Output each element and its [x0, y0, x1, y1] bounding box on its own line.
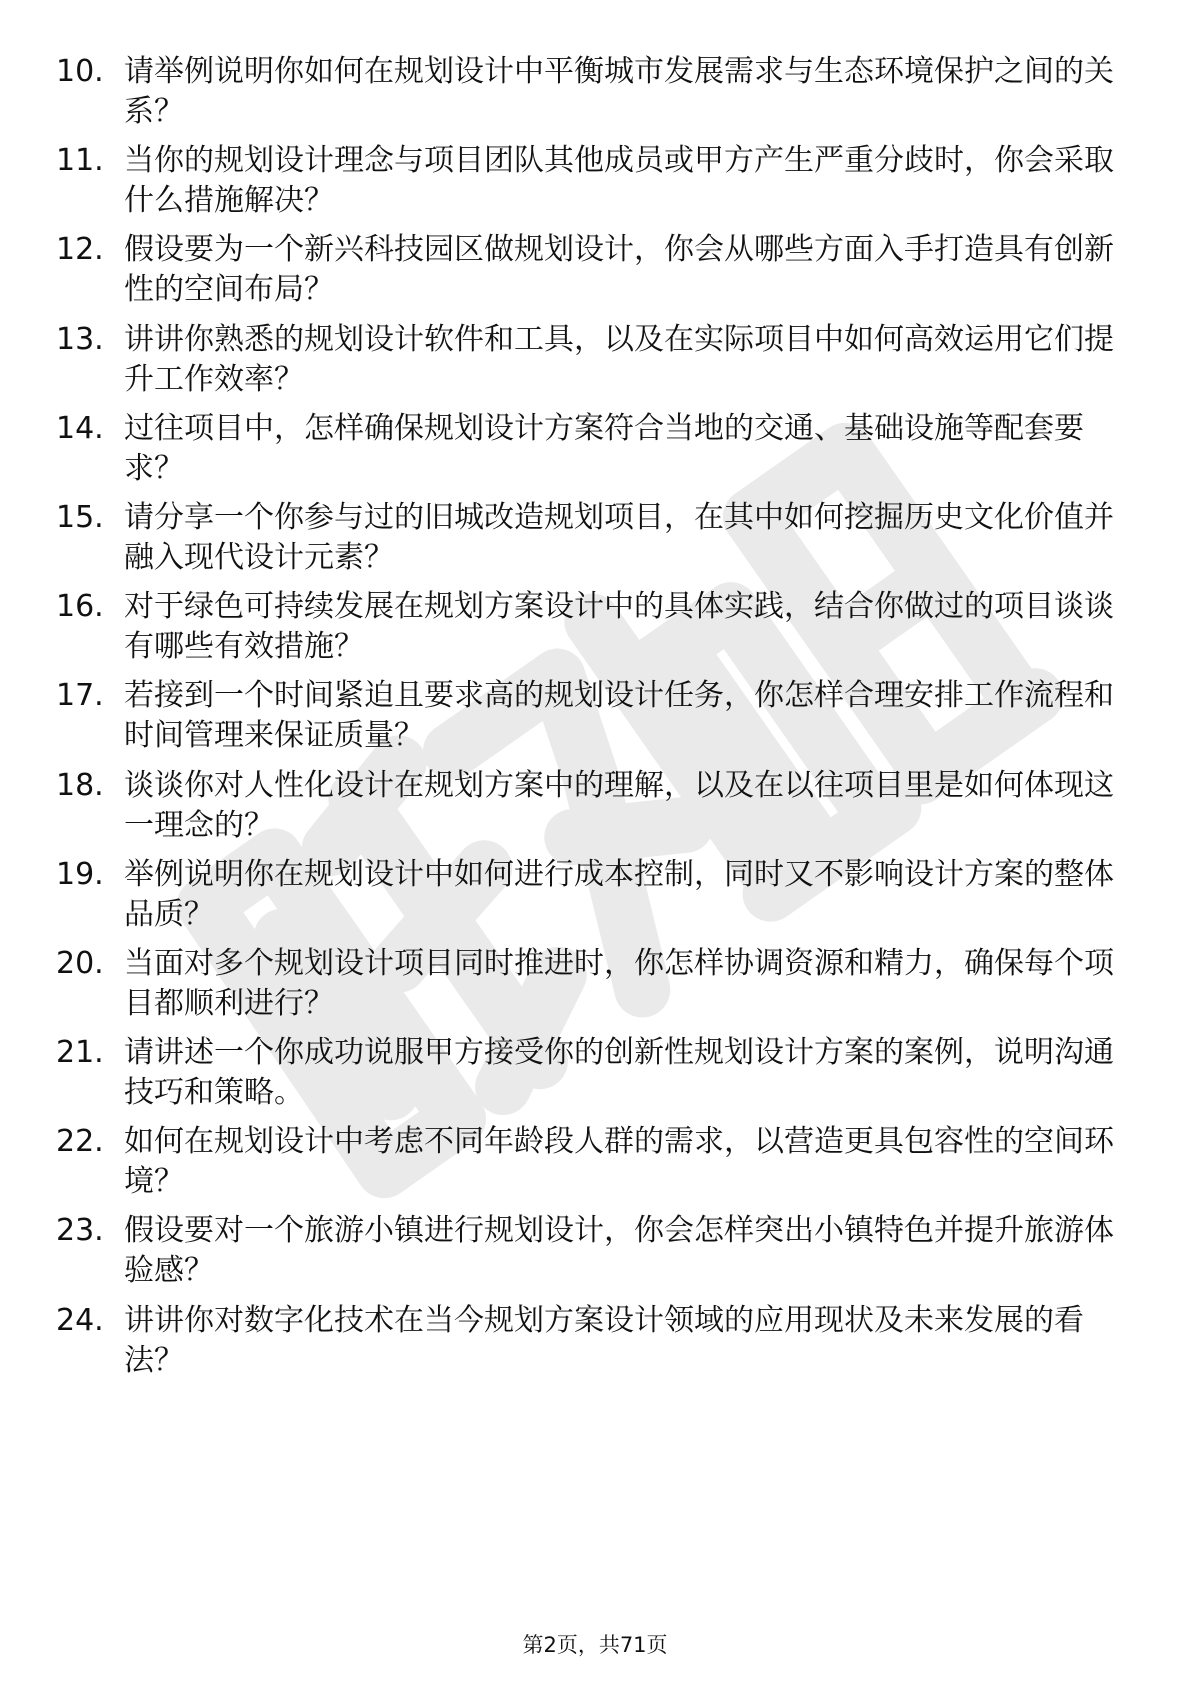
question-item-24	[56, 1301, 1116, 1381]
question-text: 讲讲你熟悉的规划设计软件和工具，以及在实际项目中如何高效运用它们提升工作效率？	[124, 321, 1114, 397]
question-item-13	[56, 320, 1116, 400]
question-number: 16.	[56, 589, 104, 625]
question-item-14	[56, 409, 1116, 489]
question-number: 12.	[56, 232, 104, 268]
question-text: 举例说明你在规划设计中如何进行成本控制，同时又不影响设计方案的整体品质？	[124, 856, 1114, 932]
question-item-12	[56, 230, 1116, 310]
question-text: 若接到一个时间紧迫且要求高的规划设计任务，你怎样合理安排工作流程和时间管理来保证质量？	[124, 678, 1114, 754]
question-text: 讲讲你对数字化技术在当今规划方案设计领域的应用现状及未来发展的看法？	[124, 1302, 1084, 1378]
question-number: 24.	[56, 1302, 104, 1338]
question-number: 15.	[56, 499, 104, 535]
question-list	[56, 52, 1116, 1390]
question-text: 当你的规划设计理念与项目团队其他成员或甲方产生严重分歧时，你会采取什么措施解决？	[124, 143, 1114, 219]
question-number: 22.	[56, 1124, 104, 1160]
question-number: 19.	[56, 856, 104, 892]
question-text: 假设要为一个新兴科技园区做规划设计，你会从哪些方面入手打造具有创新性的空间布局？	[124, 232, 1114, 308]
question-item-20	[56, 944, 1116, 1024]
question-item-16	[56, 587, 1116, 667]
question-text: 假设要对一个旅游小镇进行规划设计，你会怎样突出小镇特色并提升旅游体验感？	[124, 1213, 1114, 1289]
question-item-19	[56, 855, 1116, 935]
question-number: 23.	[56, 1213, 104, 1249]
question-number: 20.	[56, 945, 104, 981]
question-text: 请分享一个你参与过的旧城改造规划项目，在其中如何挖掘历史文化价值并融入现代设计元素？	[124, 499, 1114, 575]
question-item-17	[56, 676, 1116, 756]
question-item-21	[56, 1033, 1116, 1113]
question-text: 当面对多个规划设计项目同时推进时，你怎样协调资源和精力，确保每个项目都顺利进行？	[124, 945, 1114, 1021]
question-number: 11.	[56, 143, 104, 179]
question-item-18	[56, 766, 1116, 846]
question-number: 14.	[56, 410, 104, 446]
question-text: 如何在规划设计中考虑不同年龄段人群的需求，以营造更具包容性的空间环境？	[124, 1124, 1114, 1200]
question-item-23	[56, 1211, 1116, 1291]
question-item-10	[56, 52, 1116, 132]
question-text: 谈谈你对人性化设计在规划方案中的理解，以及在以往项目里是如何体现这一理念的？	[124, 767, 1114, 843]
question-text: 请讲述一个你成功说服甲方接受你的创新性规划设计方案的案例，说明沟通技巧和策略。	[124, 1035, 1114, 1111]
question-number: 17.	[56, 678, 104, 714]
question-number: 21.	[56, 1035, 104, 1071]
question-text: 对于绿色可持续发展在规划方案设计中的具体实践，结合你做过的项目谈谈有哪些有效措施？	[124, 589, 1114, 665]
question-number: 10.	[56, 54, 104, 89]
question-number: 13.	[56, 321, 104, 357]
question-item-11	[56, 141, 1116, 221]
page-footer: 第2页，共71页	[522, 1633, 668, 1657]
question-item-15	[56, 498, 1116, 578]
question-text: 请举例说明你如何在规划设计中平衡城市发展需求与生态环境保护之间的关系？	[124, 54, 1114, 129]
question-number: 18.	[56, 767, 104, 803]
question-text: 过往项目中，怎样确保规划设计方案符合当地的交通、基础设施等配套要求？	[124, 410, 1084, 486]
question-item-22	[56, 1122, 1116, 1202]
